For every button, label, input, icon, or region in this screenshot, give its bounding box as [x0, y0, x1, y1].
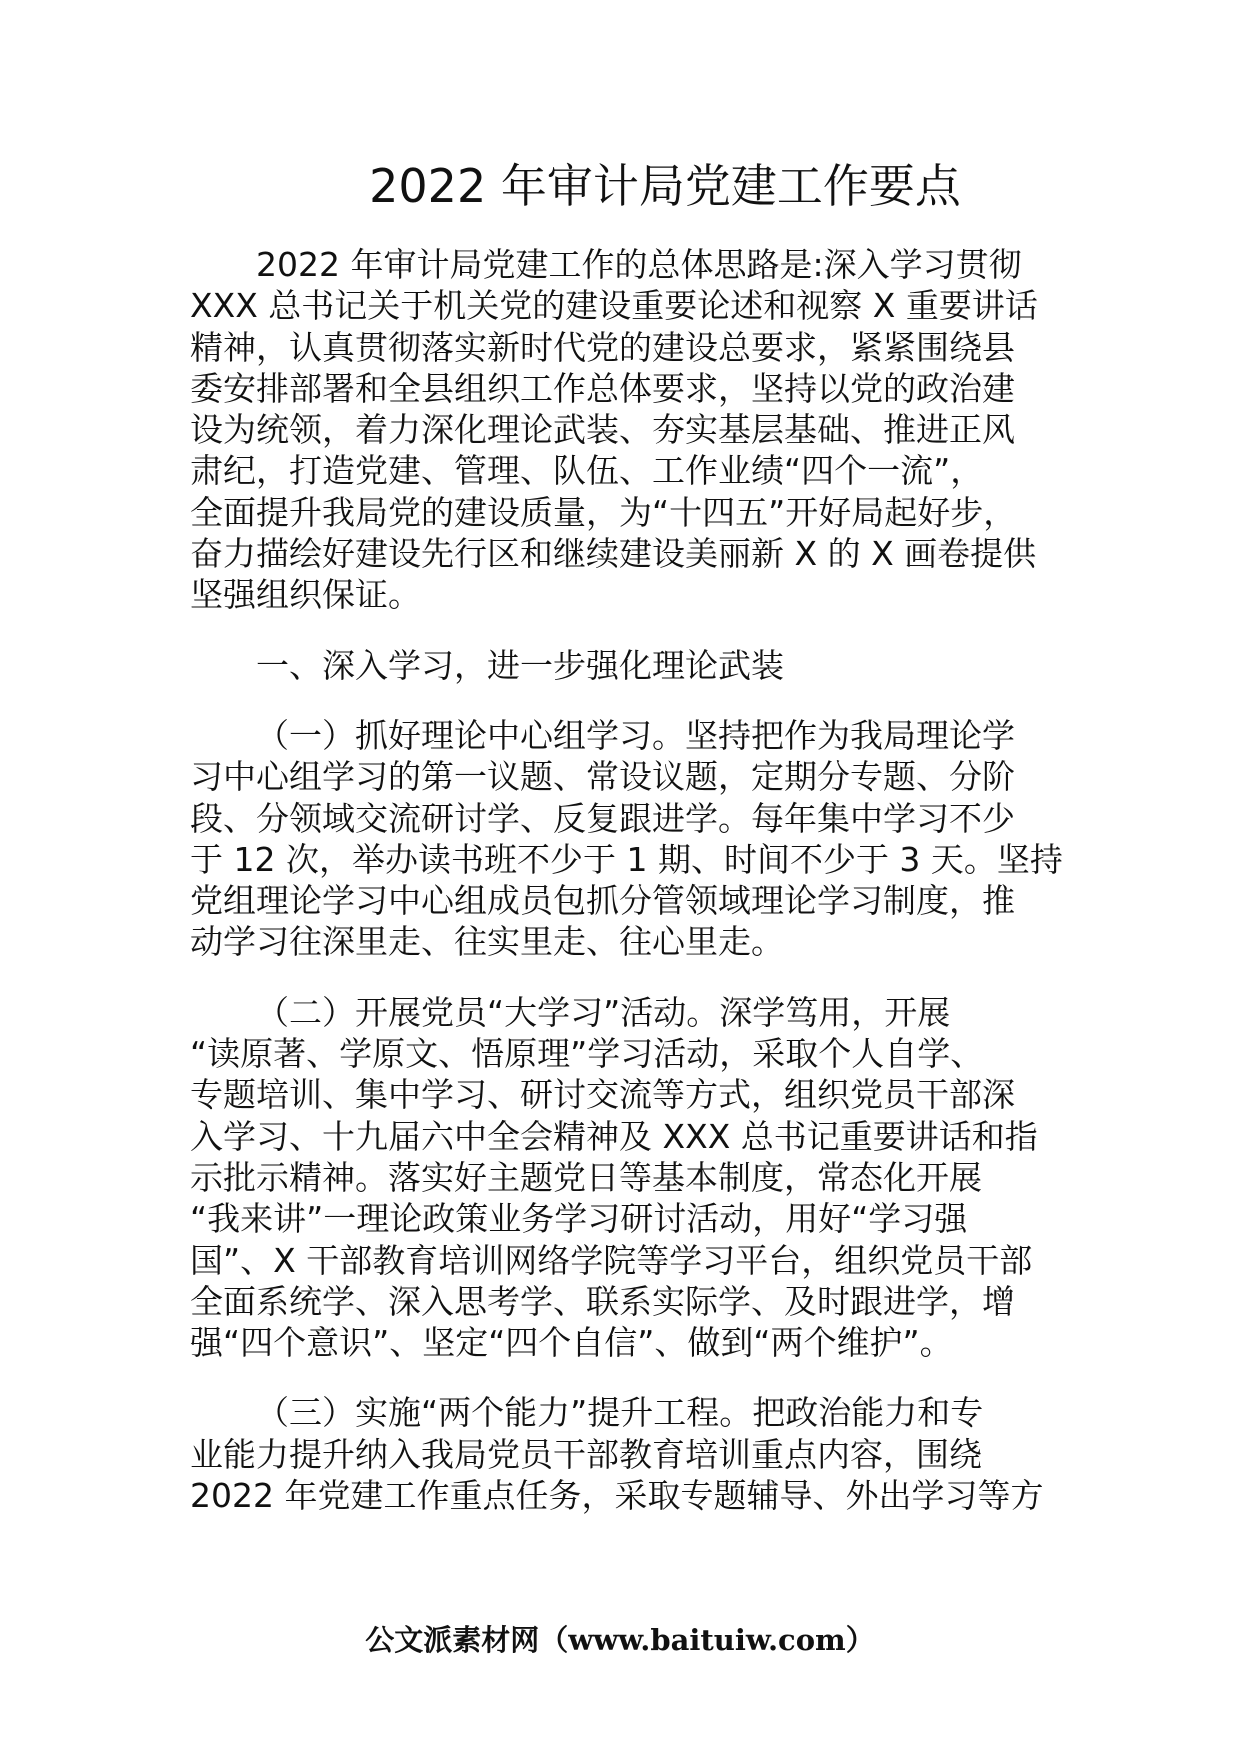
paragraph-item-1 — [190, 715, 1070, 963]
text-line: 一、深入学习，进一步强化理论武装 — [256, 645, 784, 685]
section-heading-1 — [190, 645, 1070, 686]
text-line: 2022 年审计局党建工作的总体思路是:深入学习贯彻 — [256, 245, 1022, 284]
text-line: 设为统领，着力深化理论武装、夯实基层基础、推进正风 — [190, 410, 1015, 450]
paragraph-item-3 — [190, 1392, 1070, 1516]
text-line: 精神，认真贯彻落实新时代党的建设总要求，紧紧围绕县 — [190, 327, 1015, 367]
text-line: 示批示精神。落实好主题党日等基本制度，常态化开展 — [190, 1157, 982, 1197]
text-line: “我来讲”一理论政策业务学习研讨活动，用好“学习强 — [190, 1199, 968, 1239]
text-line: XXX 总书记关于机关党的建设重要论述和视察 X 重要讲话 — [190, 286, 1038, 326]
text-line: （一）抓好理论中心组学习。坚持把作为我局理论学 — [256, 715, 1015, 755]
text-line: 委安排部署和全县组织工作总体要求，坚持以党的政治建 — [190, 368, 1015, 408]
text-line: 党组理论学习中心组成员包抓分管领域理论学习制度，推 — [190, 881, 1015, 921]
text-line: （二）开展党员“大学习”活动。深学笃用，开展 — [256, 992, 951, 1032]
text-line: 2022 年党建工作重点任务，采取专题辅导、外出学习等方 — [190, 1476, 1044, 1516]
text-line: 国”、X 干部教育培训网络学院等学习平台，组织党员干部 — [190, 1240, 1033, 1280]
text-line: 全面提升我局党的建设质量，为“十四五”开好局起好步， — [190, 492, 1017, 532]
text-line: 全面系统学、深入思考学、联系实际学、及时跟进学，增 — [190, 1281, 1015, 1321]
text-line: 动学习往深里走、往实里走、往心里走。 — [190, 922, 784, 962]
text-line: 段、分领域交流研讨学、反复跟进学。每年集中学习不少 — [190, 798, 1015, 838]
text-line: （三）实施“两个能力”提升工程。把政治能力和专 — [256, 1393, 984, 1433]
text-line: 奋力描绘好建设先行区和继续建设美丽新 X 的 X 画卷提供 — [190, 534, 1037, 574]
text-line: 于 12 次，举办读书班不少于 1 期、时间不少于 3 天。坚持 — [190, 839, 1063, 879]
text-line: 习中心组学习的第一议题、常设议题，定期分专题、分阶 — [190, 757, 1015, 797]
text-line: 强“四个意识”、坚定“四个自信”、做到“两个维护”。 — [190, 1323, 953, 1363]
text-line: 坚强组织保证。 — [190, 575, 421, 615]
text-line: 肃纪，打造党建、管理、队伍、工作业绩“四个一流”， — [190, 451, 984, 491]
paragraph-overview — [190, 244, 1070, 616]
document-body — [190, 244, 1070, 1545]
text-line: “读原著、学原文、悟原理”学习活动，采取个人自学、 — [190, 1034, 984, 1074]
text-line: 入学习、十九届六中全会精神及 XXX 总书记重要讲话和指 — [190, 1116, 1038, 1156]
document-title: 2022 年审计局党建工作要点 — [369, 159, 961, 213]
text-line: 专题培训、集中学习、研讨交流等方式，组织党员干部深 — [190, 1075, 1015, 1115]
paragraph-item-2 — [190, 992, 1070, 1364]
text-line: 业能力提升纳入我局党员干部教育培训重点内容，围绕 — [190, 1434, 982, 1474]
footer-watermark: 公文派素材网（www.baituiw.com） — [365, 1623, 875, 1657]
